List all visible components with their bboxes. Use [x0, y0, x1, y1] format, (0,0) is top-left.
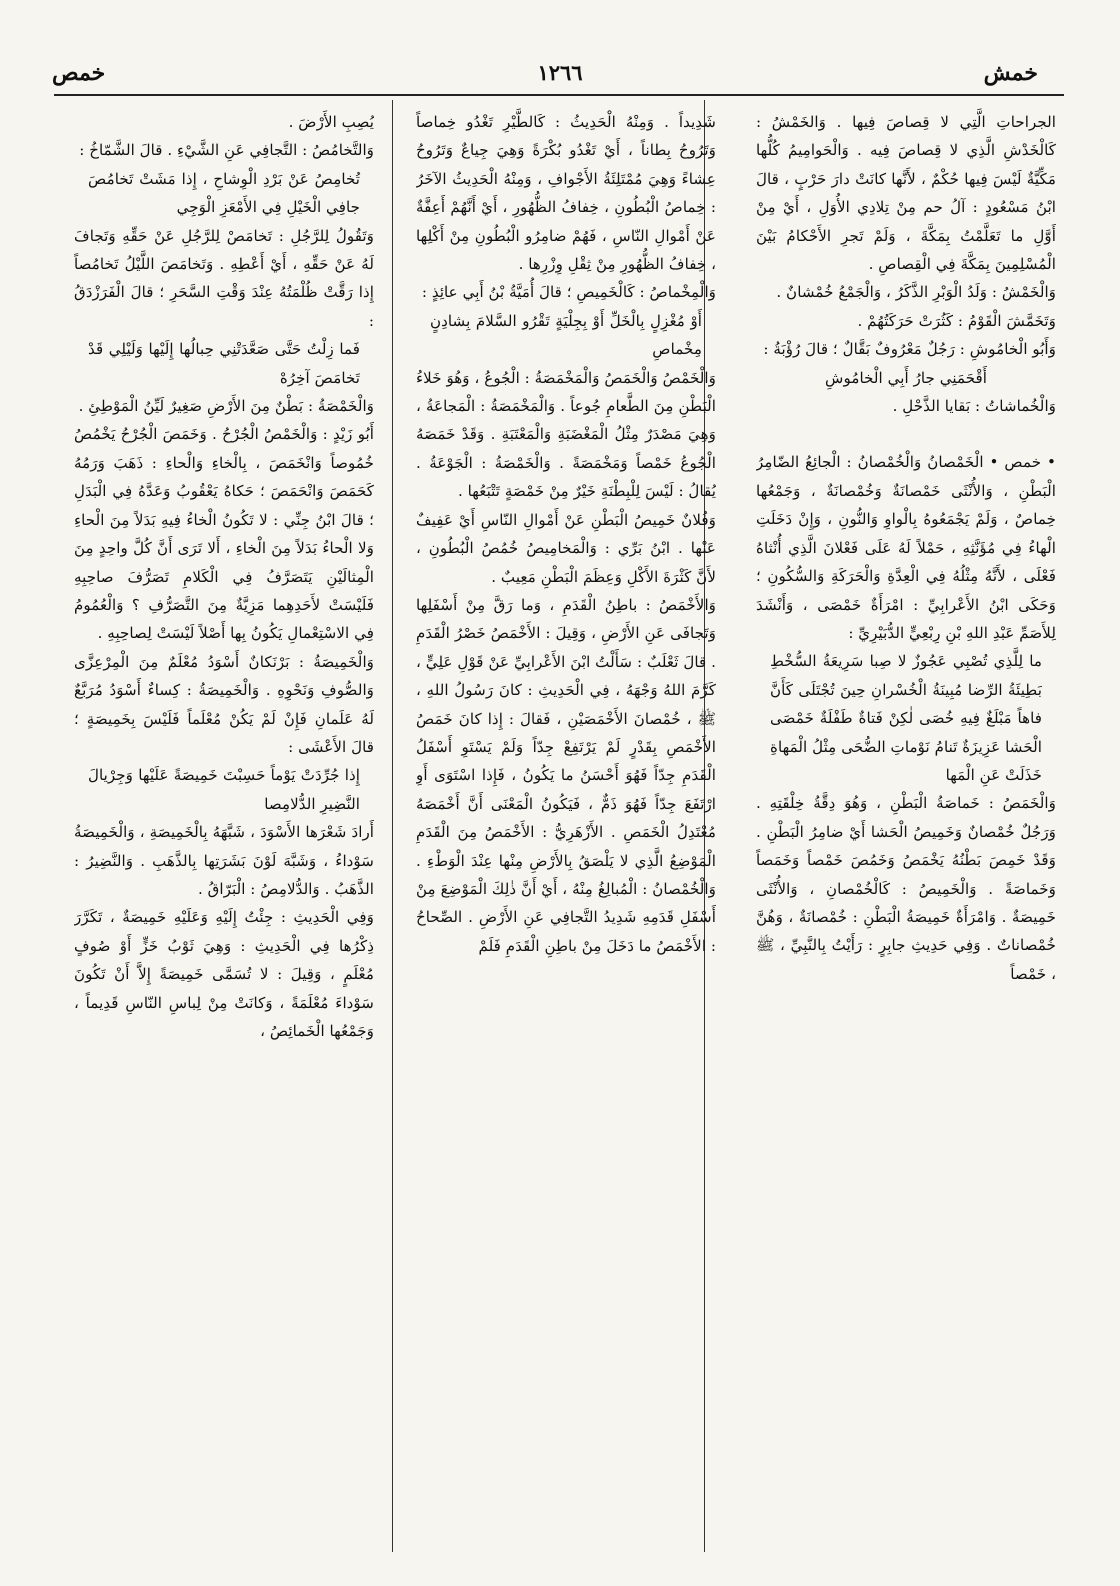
- header-left-keyword: خمص: [52, 60, 106, 86]
- verse: تُخامِصُ عَنْ بَرْدِ الْوِشاحِ ، إِذا مَشَتْ تَخامُصَ جافِي الْخَيْلِ فِي الأَمْعَزِ الْوَجِي: [88, 169, 360, 217]
- page-number: ١٢٦٦: [537, 60, 583, 85]
- column-divider: [392, 100, 393, 1552]
- text-column-right: [756, 108, 1056, 1548]
- verse: أَوْ مُغْزِلٍ بِالْخَلِّ أَوْ بِجِلْيَةٍ تَقْرُو السَّلامَ بِشادِنٍ مِخْماصِ: [430, 311, 702, 359]
- verse: فَما زِلْتُ حَتَّى صَعَّدَتْنِي حِبالُها إِلَيْها وَلَيْلِي قَدْ تَخامَصَ آخِرُهْ: [88, 340, 360, 387]
- verse: ما لِلَّذِي تُصْبِي عَجُوزٌ لا صِبا سَرِيعَةُ السُّخْطِ بَطِيئَةُ الرِّضا مُبِينَةُ الْخُسْرانِ حِينَ تُجْتَلَى كَأَنَّ فاهاً مَبْلَغٌ فِيهِ خُصَى لٰكِنْ فَتاةٌ طَفْلَةٌ خَمْصَى الْحَشا عَزِيزَةٌ تَنامُ نَوْماتِ الضُّحَى مِثْلُ الْمَهاةِ خَذَلَتْ عَنِ الْمَها: [770, 652, 1042, 784]
- paragraph: وَفِي الْحَدِيثِ : جِئْتُ إِلَيْهِ وَعَلَيْهِ خَمِيصَةٌ ، تَكَرَّرَ ذِكْرُها فِي الْحَدِيثِ : وَهِيَ ثَوْبُ خَزٍّ أَوْ صُوفٍ مُعْلَمٍ ، وَقِيلَ : لا تُسَمَّى خَمِيصَةً إِلاَّ أَنْ تَكُونَ سَوْداءَ مُعْلَمَةً ، وَكانَتْ مِنْ لِباسِ النّاسِ قَدِيماً ، وَجَمْعُها الْخَمائِصُ ،: [74, 908, 374, 1040]
- paragraph: أَبُو زَيْدٍ : وَالْخَمْصُ الْجُرْحُ . وَخَمَصَ الْجُرْحُ يَخْمُصُ خُمُوصاً وَانْخَمَصَ ، بِالْخاءِ وَالْحاءِ : ذَهَبَ وَرَمُهُ كَحَمَصَ وَانْحَمَصَ ؛ حَكاهُ يَعْقُوبُ وَعَدَّهُ فِي الْبَدَلِ ؛ قالَ ابْنُ جِنِّي : لا تَكُونُ الْخاءُ فِيهِ بَدَلاً مِنَ الْحاءِ وَلا الْحاءُ بَدَلاً مِنَ الْخاءِ ، أَلا تَرَى أَنَّ كُلَّ واحِدٍ مِنَ الْمِثالَيْنِ يَتَصَرَّفُ فِي الْكَلامِ تَصَرُّفَ صاحِبِهِ فَلَيْسَتْ لأَحَدِهِما مَزِيَّةٌ مِنَ التَّصَرُّفِ ؟ وَالْعُمُومُ فِي الاسْتِعْمالِ يَكُونُ بِها أَصْلاً لَيْسَتْ لِصاحِبِهِ .: [74, 425, 374, 643]
- paragraph: وَالتَّخامُصُ : التَّجافِي عَنِ الشَّيْءِ . قالَ الشَّمّاخُ :: [79, 141, 374, 160]
- paragraph: وَالْخُماشاتُ : بَقايا الذَّحْلِ .: [892, 397, 1056, 416]
- paragraph: وَالْخَمْصُ وَالْخَمَصُ وَالْمَخْمَصَةُ : الْجُوعُ ، وَهُوَ خَلاءُ الْبَطْنِ مِنَ الطَّعامِ جُوعاً . وَالْمَخْمَصَةُ : الْمَجاعَةُ ، وَهِيَ مَصْدَرٌ مِثْلُ الْمَغْضَبَةِ وَالْمَعْتَبَةِ . وَقَدْ خَمَصَهُ الْجُوعُ خَمْصاً وَمَخْمَصَةً . وَالْخَمْصَةُ : الْجَوْعَةُ . يُقالُ : لَيْسَ لِلْبِطْنَةِ خَيْرٌ مِنْ خَمْصَةٍ تَتْبَعُها .: [416, 368, 716, 501]
- paragraph: وَالْخَمِيصَةُ : بَرْنَكانٌ أَسْوَدُ مُعْلَمٌ مِنَ الْمِرْعِزَّى وَالصُّوفِ وَنَحْوِهِ . وَالْخَمِيصَةُ : كِساءٌ أَسْوَدُ مُرَبَّعٌ لَهُ عَلَمانِ فَإِنْ لَمْ يَكُنْ مُعْلَماً فَلَيْسَ بِخَمِيصَةٍ ؛ قالَ الأَعْشَى :: [74, 652, 374, 756]
- paragraph: وَالْخَمَصُ : خَماصَةُ الْبَطْنِ ، وَهُوَ دِقَّةُ خِلْقَتِهِ . وَرَجُلٌ خُمْصانٌ وَخَمِيصُ الْحَشا أَيْ ضامِرُ الْبَطْنِ . وَقَدْ خَمِصَ بَطْنُهُ يَخْمَصُ وَخَمُصَ خَمْصاً وَخَمَصاً وَخَماصَةً . وَالْخَمِيصُ : كَالْخُمْصانِ ، وَالأُنْثَى خَمِيصَةٌ . وَامْرَأَةٌ خَمِيصَةُ الْبَطْنِ : خُمْصانَةٌ ، وَهُنَّ خُمْصاناتٌ . وَفِي حَدِيثِ جابِرٍ : رَأَيْتُ بِالنَّبِيِّ ، ﷺ ، خَمْصاً: [756, 794, 1056, 983]
- verse: إِذا جُرِّدَتْ يَوْماً حَسِبْتَ خَمِيصَةً عَلَيْها وَجِرْيالَ النَّضِيرِ الدُّلامِصا: [88, 766, 360, 813]
- verse: أَقْحَمَنِي جارُ أَبِي الْخامُوشِ: [824, 368, 988, 387]
- paragraph: يُصِبِ الأَرْضَ .: [288, 113, 374, 131]
- header-right-keyword: خمش: [983, 60, 1038, 86]
- paragraph: وَأَبُو الْخامُوشِ : رَجُلٌ مَعْرُوفٌ بَقَّالٌ ؛ قالَ رُؤْبَةُ :: [763, 340, 1056, 359]
- paragraph: أَرادَ شَعْرَها الأَسْوَدَ ، شَبَّهَهُ بِالْخَمِيصَةِ ، وَالْخَمِيصَةُ سَوْداءُ ، وَشَبَّهَ لَوْنَ بَشَرَتِها بِالذَّهَبِ . وَالنَّضِيرُ : الذَّهَبُ . وَالدُّلامِصُ : الْبَرّاقُ .: [74, 823, 374, 898]
- text-column-middle: [416, 108, 716, 1548]
- paragraph: شَدِيداً . وَمِنْهُ الْحَدِيثُ : كَالطَّيْرِ تَغْدُو خِماصاً وَتَرُوحُ بِطاناً ، أَيْ تَغْدُو بُكْرَةً وَهِيَ جِياعٌ وَتَرُوحُ عِشاءً وَهِيَ مُمْتَلِئَةُ الأَجْوافِ ، وَمِنْهُ الْحَدِيثُ الآخَرُ : خِماصُ الْبُطُونِ ، خِفافُ الظُّهُورِ ، أَيْ أَنَّهُمْ أَعِفَّةٌ عَنْ أَمْوالِ النّاسِ ، فَهُمْ ضامِرُو الْبُطُونِ مِنْ أَكْلِها ، خِفافُ الظُّهُورِ مِنْ ثِقْلِ وِزْرِها .: [416, 113, 716, 274]
- paragraph: وَالْخَمْشُ : وَلَدُ الْوَبْرِ الذَّكَرُ ، وَالْجَمْعُ خُمْشانٌ .: [776, 283, 1056, 302]
- paragraph: وَالْمِخْماصُ : كَالْخَمِيصِ ؛ قالَ أُمَيَّةُ بْنُ أَبِي عائِذٍ :: [421, 283, 716, 302]
- page-header: [0, 58, 1120, 98]
- text-column-left: [74, 108, 374, 1548]
- paragraph: الجراحاتِ الَّتِي لا قِصاصَ فِيها . وَالخَمْشُ : كَالْخَدْشِ الَّذِي لا قِصاصَ فِيه . وَالْحَوامِيمُ كُلُّها مَكِّيَّةٌ لَيْسَ فِيها حُكْمٌ ، لأَنَّها كانَتْ دارَ حَرْبٍ ، قالَ ابْنُ مَسْعُودٍ : آلُ حم مِنْ تِلادِي الأُوَلِ ، أَيْ مِنْ أَوَّلِ ما تَعَلَّمْتُ بِمَكَّةَ ، وَلَمْ تَجرِ الأَحْكامُ بَيْنَ الْمُسْلِمِينَ بِمَكَّةَ فِي الْقِصاصِ .: [756, 113, 1056, 274]
- paragraph: وَالأَخْمَصُ : باطِنُ الْقَدَمِ ، وَما رَقَّ مِنْ أَسْفَلِها وَتَجافَى عَنِ الأَرْضِ ، وَقِيلَ : الأَخْمَصُ خَصْرُ الْقَدَمِ . قالَ ثَعْلَبٌ : سَأَلْتُ ابْنَ الأَعْرابِيِّ عَنْ قَوْلِ عَلِيٍّ ، كَرَّمَ اللهُ وَجْهَهُ ، فِي الْحَدِيثِ : كانَ رَسُولُ اللهِ ، ﷺ ، خُمْصانَ الأَخْمَصَيْنِ ، فَقالَ : إِذا كانَ خَمَصُ الأَخْمَصِ بِقَدْرٍ لَمْ يَرْتَفِعْ جِدّاً وَلَمْ يَسْتَوِ أَسْفَلُ الْقَدَمِ جِدّاً فَهُوَ أَحْسَنُ ما يَكُونُ ، فَإِذا اسْتَوَى أَوِ ارْتَفَعَ جِدّاً فَهُوَ ذَمٌّ ، فَيَكُونُ الْمَعْنَى أَنَّ أَخْمَصَهُ مُعْتَدِلُ الْخَمَصِ . الأَزْهَرِيُّ : الأَخْمَصُ مِنَ الْقَدَمِ الْمَوْضِعُ الَّذِي لا يَلْصَقُ بِالأَرْضِ مِنْها عِنْدَ الْوَطْءِ . وَالْخُمْصانُ : الْمُبالِغُ مِنْهُ ، أَيْ أَنَّ ذٰلِكَ الْمَوْضِعَ مِنْ أَسْفَلِ قَدَمِهِ شَدِيدُ التَّجافِي عَنِ الأَرْضِ . الصِّحاحُ : الأَخْمَصُ ما دَخَلَ مِنْ باطِنِ الْقَدَمِ فَلَمْ: [416, 595, 716, 955]
- paragraph: وَفُلانٌ خَمِيصُ الْبَطْنِ عَنْ أَمْوالِ النّاسِ أَيْ عَفِيفٌ عَنْها . ابْنُ بَرِّي : وَالْمَخامِيصُ خُمُصُ الْبُطُونِ ، لأَنَّ كَثْرَةَ الأَكْلِ وَعِظَمَ الْبَطْنِ مَعِيبٌ .: [416, 510, 716, 586]
- paragraph: وَالْخَمْصَةُ : بَطْنٌ مِنَ الأَرْضِ صَغِيرٌ لَيِّنُ الْمَوْطِئِ .: [78, 397, 374, 416]
- paragraph: وَتَقُولُ لِلرَّجُلِ : تَخامَصْ لِلرَّجُلِ عَنْ حَقِّهِ وَتَجافَ لَهُ عَنْ حَقِّهِ ، أَيْ أَعْطِهِ . وَتَخامَصَ اللَّيْلُ تَخامُصاً إِذا رَقَّتْ ظُلْمَتُهُ عِنْدَ وَقْتِ السَّحَرِ ؛ قالَ الْفَرَزْدَقُ :: [74, 226, 374, 330]
- paragraph: وَتَخَمَّشَ الْقَوْمُ : كَثُرَتْ حَرَكَتُهُمْ .: [857, 311, 1056, 330]
- entry-paragraph: • خمص • الْخَمْصانُ وَالْخُمْصانُ : الْجائِعُ الضّامِرُ الْبَطْنِ ، وَالأُنْثَى خَمْصانَةٌ وَخُمْصانَةٌ ، وَجَمْعُها خِماصٌ ، وَلَمْ يَجْمَعُوهُ بِالْواوِ وَالنُّونِ ، وَإِنْ دَخَلَتِ الْهاءُ فِي مُؤَنَّثِهِ ، حَمْلاً لَهُ عَلَى فَعْلانَ الَّذِي أُنْثاهُ فَعْلَى ، لأَنَّهُ مِثْلُهُ فِي الْعِدَّةِ وَالْحَرَكَةِ وَالسُّكُونِ ؛ وَحَكَى ابْنُ الأَعْرابِيِّ : امْرَأَةٌ خَمْصَى ، وَأَنْشَدَ لِلأَصَمِّ عَبْدِ اللهِ بْنِ رِبْعِيٍّ الدُّبَيْرِيِّ :: [756, 453, 1056, 642]
- header-rule: [54, 94, 1064, 96]
